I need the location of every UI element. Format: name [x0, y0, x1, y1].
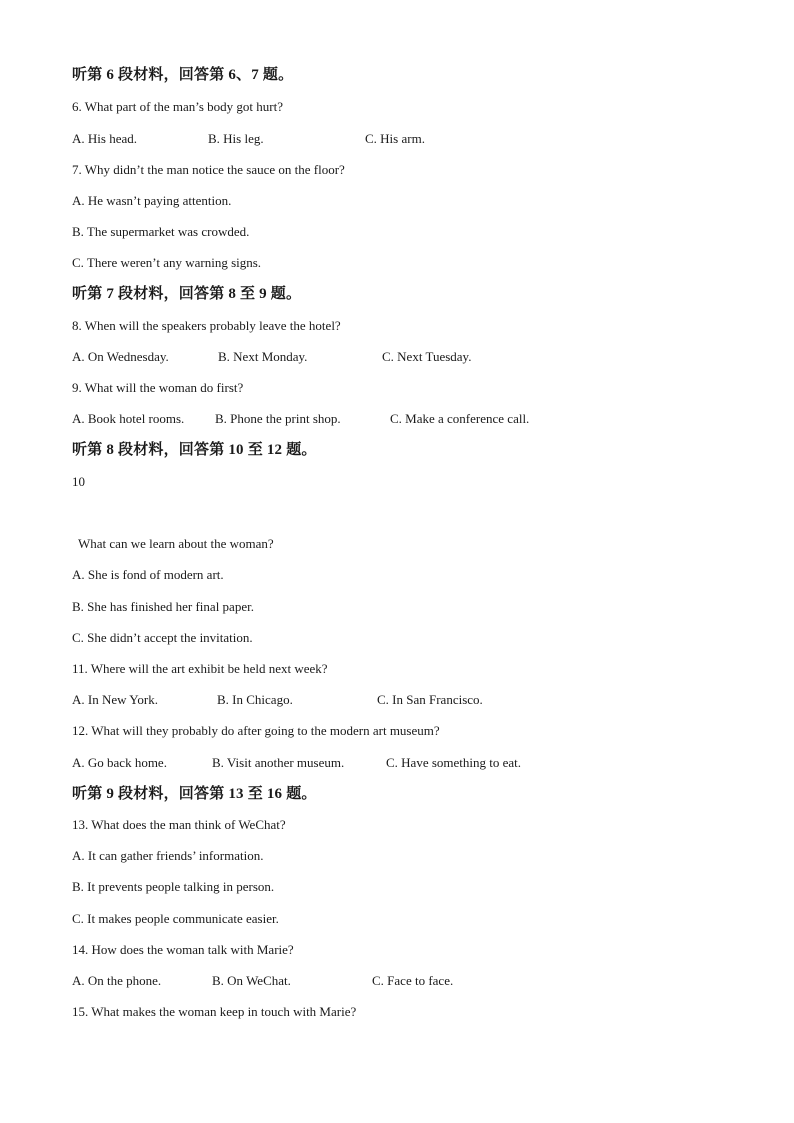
question-7-text: 7. Why didn’t the man notice the sauce on the floor?	[72, 162, 345, 177]
question-12-option-b: B. Visit another museum.	[212, 755, 345, 770]
question-10-number: 10	[72, 474, 85, 489]
section-heading-8: 听第 8 段材料，回答第 10 至 12 题。	[72, 442, 317, 458]
question-12-text: 12. What will they probably do after going to the modern art museum?	[72, 723, 440, 738]
question-9-option-c: C. Make a conference call.	[390, 411, 530, 426]
question-6-text: 6. What part of the man’s body got hurt?	[72, 99, 283, 114]
question-7-option-b: B. The supermarket was crowded.	[72, 224, 250, 239]
question-13-option-a: A. It can gather friends’ information.	[72, 848, 264, 863]
question-6-option-c: C. His arm.	[365, 131, 425, 146]
question-12-option-a: A. Go back home.	[72, 755, 167, 770]
question-11-text: 11. Where will the art exhibit be held next week?	[72, 661, 328, 676]
question-11-option-a: A. In New York.	[72, 692, 158, 707]
question-14-option-a: A. On the phone.	[72, 973, 162, 988]
question-10-option-b: B. She has finished her final paper.	[72, 599, 254, 614]
question-11-option-b: B. In Chicago.	[217, 692, 293, 707]
question-13-text: 13. What does the man think of WeChat?	[72, 817, 286, 832]
question-9-text: 9. What will the woman do first?	[72, 380, 244, 395]
question-6-option-a: A. His head.	[72, 131, 137, 146]
question-8-option-c: C. Next Tuesday.	[382, 349, 472, 364]
question-8-text: 8. When will the speakers probably leave the hotel?	[72, 318, 341, 333]
question-6-option-b: B. His leg.	[208, 131, 264, 146]
question-7-option-c: C. There weren’t any warning signs.	[72, 255, 262, 270]
question-9-option-a: A. Book hotel rooms.	[72, 411, 185, 426]
question-10-option-c: C. She didn’t accept the invitation.	[72, 630, 253, 645]
question-15-text: 15. What makes the woman keep in touch with Marie?	[72, 1004, 357, 1019]
question-12-option-c: C. Have something to eat.	[386, 755, 522, 770]
question-13-option-c: C. It makes people communicate easier.	[72, 911, 279, 926]
question-8-option-a: A. On Wednesday.	[72, 349, 169, 364]
question-8-option-b: B. Next Monday.	[218, 349, 308, 364]
question-11-option-c: C. In San Francisco.	[377, 692, 483, 707]
question-10-option-a: A. She is fond of modern art.	[72, 567, 224, 582]
question-7-option-a: A. He wasn’t paying attention.	[72, 193, 232, 208]
question-14-text: 14. How does the woman talk with Marie?	[72, 942, 294, 957]
question-10-text: What can we learn about the woman?	[78, 536, 274, 551]
question-13-option-b: B. It prevents people talking in person.	[72, 879, 275, 894]
question-14-option-b: B. On WeChat.	[212, 973, 291, 988]
question-9-option-b: B. Phone the print shop.	[215, 411, 341, 426]
question-14-option-c: C. Face to face.	[372, 973, 454, 988]
section-heading-6: 听第 6 段材料，回答第 6、7 题。	[72, 67, 294, 83]
section-heading-7: 听第 7 段材料，回答第 8 至 9 题。	[72, 286, 302, 302]
section-heading-9: 听第 9 段材料，回答第 13 至 16 题。	[72, 786, 317, 802]
